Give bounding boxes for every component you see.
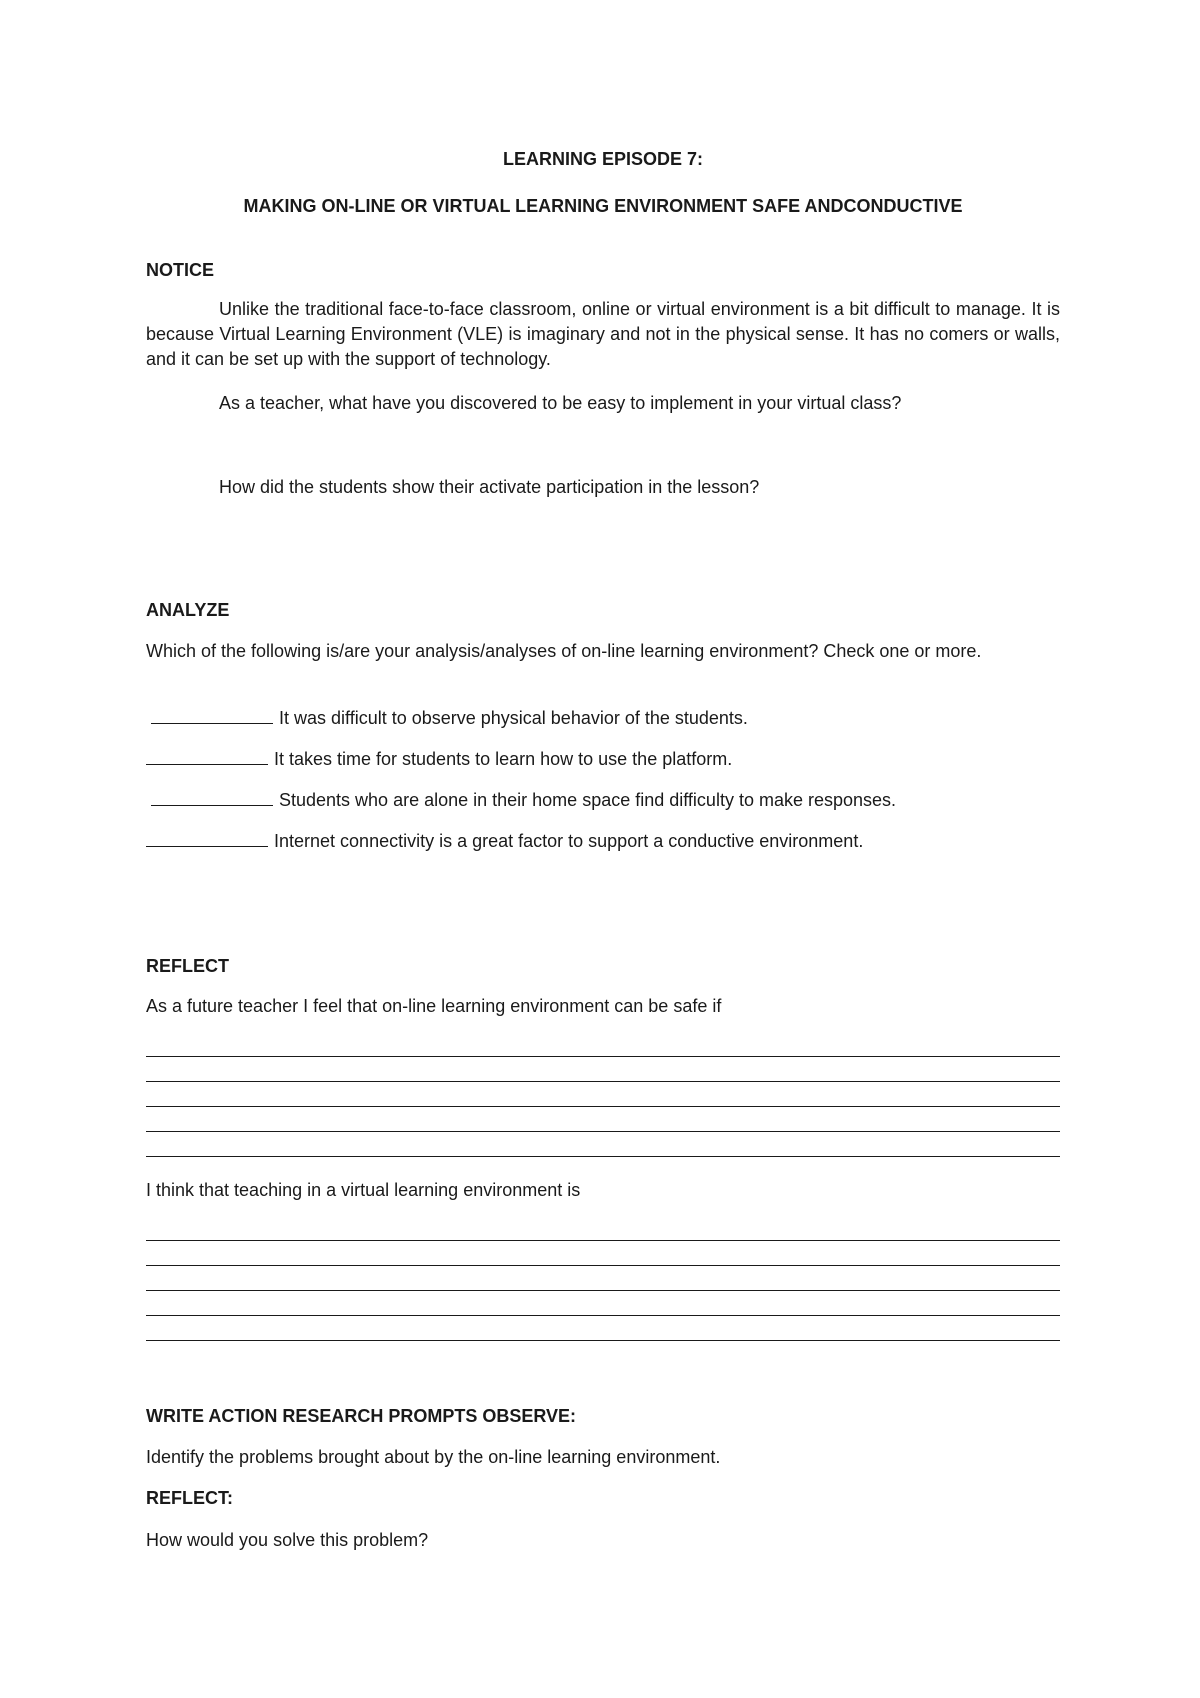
action-research-heading: WRITE ACTION RESEARCH PROMPTS OBSERVE: — [146, 1406, 577, 1426]
analyze-prompt: Which of the following is/are your analysis/analyses of on-line learning environment? Check one or more. — [146, 641, 982, 661]
analyze-heading: ANALYZE — [146, 600, 230, 620]
answer-line[interactable] — [146, 1081, 1060, 1082]
checklist-item — [146, 789, 1065, 811]
checklist-item-label: Students who are alone in their home space find difficulty to make responses. — [279, 790, 897, 810]
checklist-item — [146, 707, 1065, 729]
notice-heading: NOTICE — [146, 260, 215, 280]
checklist-item-label: Internet connectivity is a great factor to support a conductive environment. — [274, 831, 864, 851]
notice-paragraph: Unlike the traditional face-to-face classroom, online or virtual environment is a bit difficult to manage. It is because Virtual Learning Environment (VLE) is imaginary and not in the physical sense. It has no comers or walls, and it can be set up with the support of technology. — [146, 299, 1060, 369]
checkbox-blank[interactable] — [146, 830, 268, 847]
answer-line[interactable] — [146, 1290, 1060, 1291]
answer-line[interactable] — [146, 1340, 1060, 1341]
answer-line[interactable] — [146, 1265, 1060, 1266]
answer-line[interactable] — [146, 1315, 1060, 1316]
answer-line[interactable] — [146, 1106, 1060, 1107]
answer-line[interactable] — [146, 1131, 1060, 1132]
reflect-prompt-2: I think that teaching in a virtual learning environment is — [146, 1180, 581, 1200]
reflect-heading: REFLECT — [146, 956, 229, 976]
episode-title: LEARNING EPISODE 7: — [502, 149, 704, 169]
answer-line[interactable] — [146, 1056, 1060, 1057]
checklist-item-label: It was difficult to observe physical behavior of the students. — [279, 708, 748, 728]
checkbox-blank[interactable] — [146, 748, 268, 765]
checkbox-blank[interactable] — [151, 789, 273, 806]
observe-text: Identify the problems brought about by the on-line learning environment. — [146, 1447, 721, 1467]
reflect-prompt-1: As a future teacher I feel that on-line learning environment can be safe if — [146, 996, 722, 1016]
notice-question-1: As a teacher, what have you discovered to be easy to implement in your virtual class? — [219, 393, 902, 413]
reflect-text: How would you solve this problem? — [146, 1530, 429, 1550]
answer-line[interactable] — [146, 1156, 1060, 1157]
episode-subtitle: MAKING ON-LINE OR VIRTUAL LEARNING ENVIRONMENT SAFE ANDCONDUCTIVE — [243, 196, 963, 216]
checkbox-blank[interactable] — [151, 707, 273, 724]
reflect-subheading: REFLECT: — [146, 1488, 233, 1508]
checklist-item — [146, 830, 1060, 852]
checklist-item — [146, 748, 1060, 770]
notice-question-2: How did the students show their activate participation in the lesson? — [219, 477, 760, 497]
answer-line[interactable] — [146, 1240, 1060, 1241]
checklist-item-label: It takes time for students to learn how to use the platform. — [274, 749, 733, 769]
